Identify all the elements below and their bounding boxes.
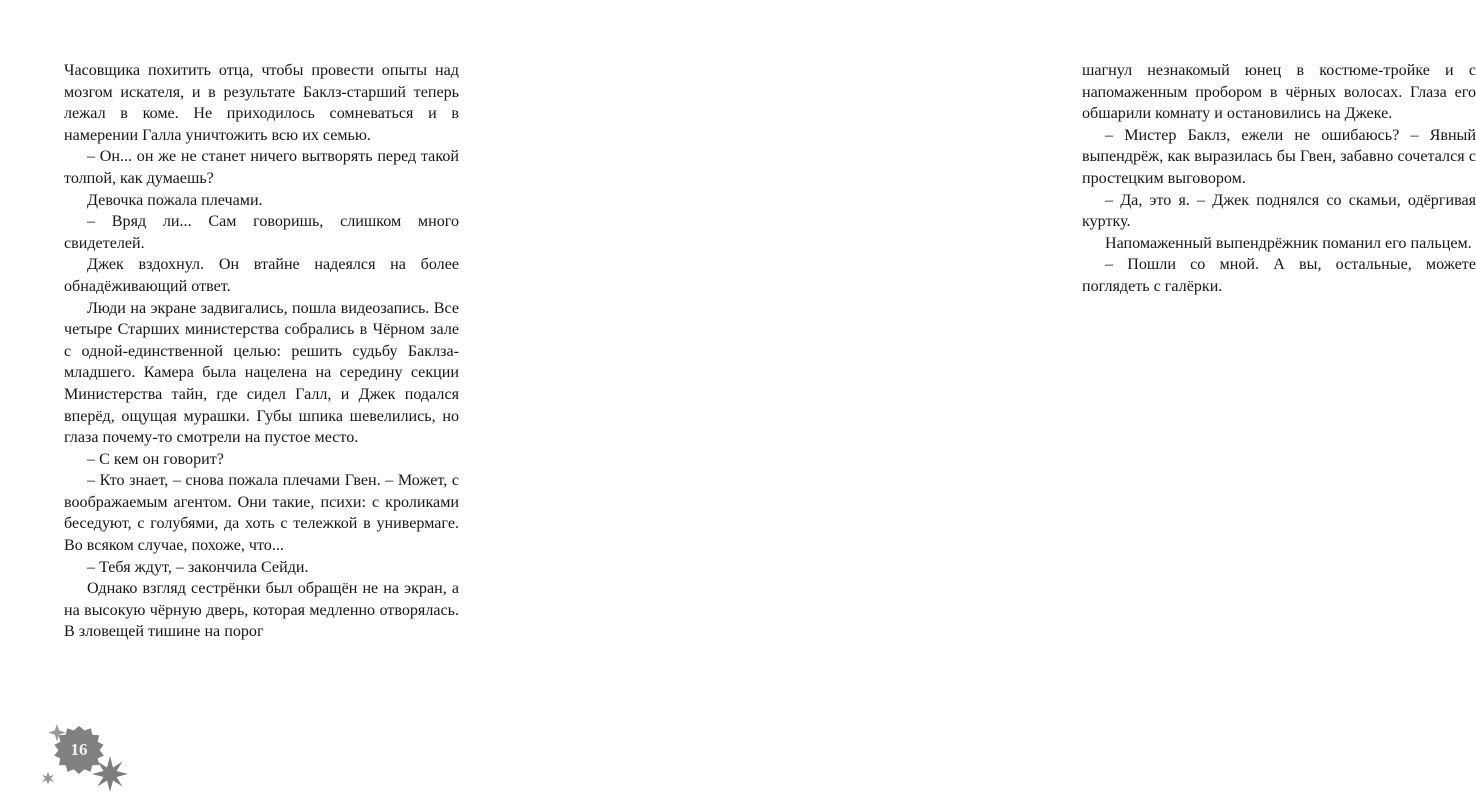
left_page-paragraph: – Тебя ждут, – закончила Сейди. <box>87 558 309 576</box>
left_page-paragraph: Девочка пожала плечами. <box>87 191 263 209</box>
left_page-paragraph: – Вряд ли... Сам говоришь, слишком много свидетелей. <box>64 213 459 252</box>
left_page-paragraph: – Он... он же не станет ничего вытворять перед такой толпой, как думаешь? <box>64 148 459 187</box>
left-page <box>0 0 512 800</box>
page-number: 16 <box>70 740 88 759</box>
right-page-textblock <box>1082 60 1476 298</box>
left-page-textblock <box>64 60 459 643</box>
left_page-paragraph: Люди на экране задвигались, пошла видеозапись. Все четыре Старших министерства собрались в Чёрном зале с одной-единственной целью: решить судьбу Баклза-младшего. Камера была нацелена на середину секции Министерства тайн, где сидел Галл, и Джек подался вперёд, ощущая мурашки. Губы шпика шевелились, но глаза почему-то смотрели на пустое место. <box>64 299 459 447</box>
left_page-paragraph: Часовщика похитить отца, чтобы провести опыты над мозгом искателя, и в результате Баклз-старший теперь лежал в коме. Не приходилось сомневаться и в намерении Галла уничтожить всю их семью. <box>64 62 459 144</box>
right_page-paragraph: – Да, это я. – Джек поднялся со скамьи, одёргивая куртку. <box>1082 191 1476 231</box>
left_page-paragraph: Однако взгляд сестрёнки был обращён не на экран, а на высокую чёрную дверь, которая медленно отворялась. В зловещей тишине на порог <box>64 580 459 641</box>
left_page-paragraph: Джек вздохнул. Он втайне надеялся на более обнадёживающий ответ. <box>64 256 459 295</box>
page-number-ornament <box>24 712 140 788</box>
left_page-paragraph: – Кто знает, – снова пожала плечами Гвен. – Может, с воображаемым агентом. Они такие, психи: с кроликами беседуют, с голубями, да хоть с тележкой в универмаге. Во всяком случае, похоже, что... <box>64 472 459 555</box>
right_page-paragraph: шагнул незнакомый юнец в костюме-тройке и с напомаженным пробором в чёрных волосах. Глаза его обшарили комнату и остановились на Джеке. <box>1082 62 1476 123</box>
right_page-paragraph: – Пошли со мной. А вы, остальные, можете поглядеть с галёрки. <box>1082 256 1476 295</box>
sparkle-tiny-icon <box>42 772 54 785</box>
right_page-paragraph: Напомаженный выпендрёжник поманил его пальцем. <box>1105 234 1472 252</box>
left_page-paragraph: – С кем он говорит? <box>87 450 224 468</box>
right-page <box>512 0 1476 800</box>
right_page-paragraph: – Мистер Баклз, ежели не ошибаюсь? – Явный выпендрёж, как выразилась бы Гвен, забавно сочетался с простецким выговором. <box>1082 126 1476 187</box>
